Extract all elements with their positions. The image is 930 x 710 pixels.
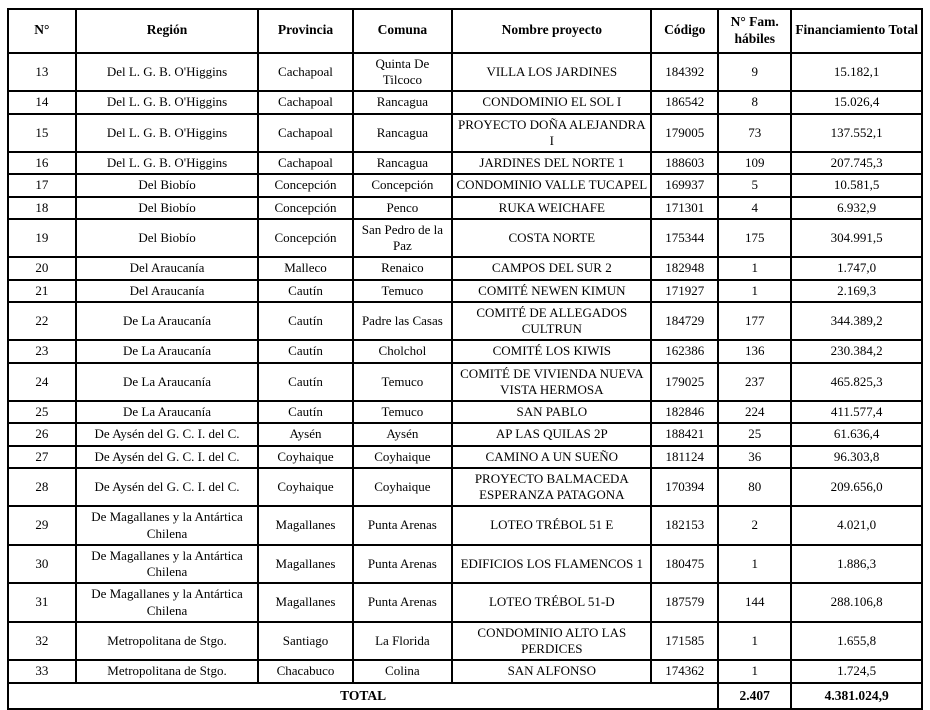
header-comuna: Comuna [353, 9, 453, 53]
table-row [8, 468, 922, 507]
table-row [8, 545, 922, 584]
table-row [8, 257, 922, 279]
financiamiento-cell: 15.026,4 [791, 91, 922, 113]
region-cell: Del L. G. B. O'Higgins [76, 114, 259, 153]
region-cell: Metropolitana de Stgo. [76, 622, 259, 661]
codigo-cell: 171927 [651, 280, 718, 302]
region-cell: De La Araucanía [76, 302, 259, 341]
header-region: Región [76, 9, 259, 53]
financiamiento-cell: 6.932,9 [791, 197, 922, 219]
familias-cell: 5 [718, 174, 791, 196]
row-number-cell: 24 [8, 363, 76, 402]
project-name-cell: CONDOMINIO VALLE TUCAPEL [452, 174, 651, 196]
familias-cell: 2 [718, 506, 791, 545]
row-number-cell: 14 [8, 91, 76, 113]
region-cell: De La Araucanía [76, 340, 259, 362]
table-row [8, 197, 922, 219]
region-cell: De Magallanes y la Antártica Chilena [76, 506, 259, 545]
table-row [8, 446, 922, 468]
table-footer [8, 683, 922, 710]
project-name-cell: LOTEO TRÉBOL 51 E [452, 506, 651, 545]
provincia-cell: Magallanes [258, 583, 352, 622]
table-row [8, 340, 922, 362]
financiamiento-cell: 209.656,0 [791, 468, 922, 507]
region-cell: De Magallanes y la Antártica Chilena [76, 545, 259, 584]
financiamiento-cell: 1.724,5 [791, 660, 922, 682]
comuna-cell: Colina [353, 660, 453, 682]
header-familias: N° Fam. hábiles [718, 9, 791, 53]
project-name-cell: RUKA WEICHAFE [452, 197, 651, 219]
project-funding-table [7, 8, 923, 710]
region-cell: Del Biobío [76, 197, 259, 219]
comuna-cell: Renaico [353, 257, 453, 279]
familias-cell: 175 [718, 219, 791, 258]
codigo-cell: 170394 [651, 468, 718, 507]
comuna-cell: Temuco [353, 401, 453, 423]
table-row [8, 363, 922, 402]
region-cell: Del L. G. B. O'Higgins [76, 152, 259, 174]
comuna-cell: Rancagua [353, 152, 453, 174]
comuna-cell: Temuco [353, 363, 453, 402]
table-row [8, 280, 922, 302]
provincia-cell: Cachapoal [258, 53, 352, 92]
familias-cell: 144 [718, 583, 791, 622]
codigo-cell: 184392 [651, 53, 718, 92]
codigo-cell: 169937 [651, 174, 718, 196]
comuna-cell: Padre las Casas [353, 302, 453, 341]
row-number-cell: 15 [8, 114, 76, 153]
codigo-cell: 179025 [651, 363, 718, 402]
row-number-cell: 30 [8, 545, 76, 584]
provincia-cell: Concepción [258, 174, 352, 196]
row-number-cell: 21 [8, 280, 76, 302]
financiamiento-cell: 15.182,1 [791, 53, 922, 92]
codigo-cell: 182846 [651, 401, 718, 423]
project-name-cell: EDIFICIOS LOS FLAMENCOS 1 [452, 545, 651, 584]
table-row [8, 152, 922, 174]
codigo-cell: 188603 [651, 152, 718, 174]
familias-cell: 73 [718, 114, 791, 153]
codigo-cell: 162386 [651, 340, 718, 362]
project-name-cell: COMITÉ DE VIVIENDA NUEVA VISTA HERMOSA [452, 363, 651, 402]
region-cell: De Aysén del G. C. I. del C. [76, 468, 259, 507]
familias-cell: 4 [718, 197, 791, 219]
codigo-cell: 181124 [651, 446, 718, 468]
project-name-cell: CONDOMINIO EL SOL I [452, 91, 651, 113]
provincia-cell: Coyhaique [258, 468, 352, 507]
row-number-cell: 27 [8, 446, 76, 468]
provincia-cell: Cautín [258, 302, 352, 341]
row-number-cell: 23 [8, 340, 76, 362]
total-financiamiento: 4.381.024,9 [791, 683, 922, 710]
region-cell: De Aysén del G. C. I. del C. [76, 446, 259, 468]
provincia-cell: Cautín [258, 280, 352, 302]
provincia-cell: Magallanes [258, 506, 352, 545]
financiamiento-cell: 288.106,8 [791, 583, 922, 622]
row-number-cell: 19 [8, 219, 76, 258]
region-cell: Del Araucanía [76, 257, 259, 279]
region-cell: Del Araucanía [76, 280, 259, 302]
project-name-cell: COMITÉ LOS KIWIS [452, 340, 651, 362]
project-name-cell: VILLA LOS JARDINES [452, 53, 651, 92]
row-number-cell: 20 [8, 257, 76, 279]
financiamiento-cell: 1.886,3 [791, 545, 922, 584]
project-name-cell: AP LAS QUILAS 2P [452, 423, 651, 445]
region-cell: Del Biobío [76, 219, 259, 258]
provincia-cell: Cachapoal [258, 91, 352, 113]
table-row [8, 506, 922, 545]
familias-cell: 177 [718, 302, 791, 341]
financiamiento-cell: 4.021,0 [791, 506, 922, 545]
comuna-cell: Rancagua [353, 91, 453, 113]
financiamiento-cell: 2.169,3 [791, 280, 922, 302]
row-number-cell: 28 [8, 468, 76, 507]
codigo-cell: 175344 [651, 219, 718, 258]
familias-cell: 8 [718, 91, 791, 113]
familias-cell: 36 [718, 446, 791, 468]
codigo-cell: 186542 [651, 91, 718, 113]
region-cell: De La Araucanía [76, 363, 259, 402]
row-number-cell: 13 [8, 53, 76, 92]
row-number-cell: 17 [8, 174, 76, 196]
codigo-cell: 180475 [651, 545, 718, 584]
table-row [8, 219, 922, 258]
table-row [8, 53, 922, 92]
provincia-cell: Concepción [258, 197, 352, 219]
table-header [8, 9, 922, 53]
project-name-cell: CAMPOS DEL SUR 2 [452, 257, 651, 279]
table-row [8, 660, 922, 682]
financiamiento-cell: 411.577,4 [791, 401, 922, 423]
table-body [8, 53, 922, 683]
region-cell: Del Biobío [76, 174, 259, 196]
provincia-cell: Cautín [258, 340, 352, 362]
project-name-cell: PROYECTO DOÑA ALEJANDRA I [452, 114, 651, 153]
codigo-cell: 182948 [651, 257, 718, 279]
provincia-cell: Coyhaique [258, 446, 352, 468]
provincia-cell: Concepción [258, 219, 352, 258]
project-name-cell: COMITÉ NEWEN KIMUN [452, 280, 651, 302]
familias-cell: 1 [718, 660, 791, 682]
financiamiento-cell: 207.745,3 [791, 152, 922, 174]
header-codigo: Código [651, 9, 718, 53]
row-number-cell: 18 [8, 197, 76, 219]
comuna-cell: Penco [353, 197, 453, 219]
table-row [8, 114, 922, 153]
familias-cell: 1 [718, 622, 791, 661]
table-row [8, 91, 922, 113]
project-name-cell: CAMINO A UN SUEÑO [452, 446, 651, 468]
financiamiento-cell: 465.825,3 [791, 363, 922, 402]
table-row [8, 174, 922, 196]
project-name-cell: JARDINES DEL NORTE 1 [452, 152, 651, 174]
provincia-cell: Santiago [258, 622, 352, 661]
familias-cell: 224 [718, 401, 791, 423]
provincia-cell: Malleco [258, 257, 352, 279]
codigo-cell: 182153 [651, 506, 718, 545]
codigo-cell: 184729 [651, 302, 718, 341]
total-row [8, 683, 922, 710]
codigo-cell: 179005 [651, 114, 718, 153]
provincia-cell: Cautín [258, 363, 352, 402]
project-name-cell: PROYECTO BALMACEDA ESPERANZA PATAGONA [452, 468, 651, 507]
region-cell: De La Araucanía [76, 401, 259, 423]
provincia-cell: Cachapoal [258, 152, 352, 174]
financiamiento-cell: 61.636,4 [791, 423, 922, 445]
codigo-cell: 174362 [651, 660, 718, 682]
region-cell: De Aysén del G. C. I. del C. [76, 423, 259, 445]
table-row [8, 622, 922, 661]
row-number-cell: 32 [8, 622, 76, 661]
row-number-cell: 16 [8, 152, 76, 174]
comuna-cell: Rancagua [353, 114, 453, 153]
financiamiento-cell: 304.991,5 [791, 219, 922, 258]
row-number-cell: 29 [8, 506, 76, 545]
header-financiamiento: Financiamiento Total [791, 9, 922, 53]
financiamiento-cell: 230.384,2 [791, 340, 922, 362]
codigo-cell: 188421 [651, 423, 718, 445]
codigo-cell: 171585 [651, 622, 718, 661]
region-cell: Del L. G. B. O'Higgins [76, 91, 259, 113]
project-name-cell: COMITÉ DE ALLEGADOS CULTRUN [452, 302, 651, 341]
familias-cell: 80 [718, 468, 791, 507]
provincia-cell: Cachapoal [258, 114, 352, 153]
header-provincia: Provincia [258, 9, 352, 53]
row-number-cell: 25 [8, 401, 76, 423]
comuna-cell: Temuco [353, 280, 453, 302]
familias-cell: 1 [718, 257, 791, 279]
comuna-cell: Punta Arenas [353, 545, 453, 584]
comuna-cell: Coyhaique [353, 468, 453, 507]
row-number-cell: 26 [8, 423, 76, 445]
table-row [8, 583, 922, 622]
financiamiento-cell: 1.655,8 [791, 622, 922, 661]
row-number-cell: 33 [8, 660, 76, 682]
project-name-cell: SAN PABLO [452, 401, 651, 423]
row-number-cell: 31 [8, 583, 76, 622]
provincia-cell: Cautín [258, 401, 352, 423]
comuna-cell: Aysén [353, 423, 453, 445]
table-row [8, 423, 922, 445]
region-cell: De Magallanes y la Antártica Chilena [76, 583, 259, 622]
project-name-cell: CONDOMINIO ALTO LAS PERDICES [452, 622, 651, 661]
comuna-cell: San Pedro de la Paz [353, 219, 453, 258]
comuna-cell: Cholchol [353, 340, 453, 362]
familias-cell: 109 [718, 152, 791, 174]
familias-cell: 1 [718, 280, 791, 302]
region-cell: Metropolitana de Stgo. [76, 660, 259, 682]
region-cell: Del L. G. B. O'Higgins [76, 53, 259, 92]
table-row [8, 401, 922, 423]
comuna-cell: Coyhaique [353, 446, 453, 468]
project-name-cell: SAN ALFONSO [452, 660, 651, 682]
header-row [8, 9, 922, 53]
total-label: TOTAL [8, 683, 718, 710]
financiamiento-cell: 10.581,5 [791, 174, 922, 196]
financiamiento-cell: 344.389,2 [791, 302, 922, 341]
comuna-cell: La Florida [353, 622, 453, 661]
provincia-cell: Aysén [258, 423, 352, 445]
table-row [8, 302, 922, 341]
project-name-cell: LOTEO TRÉBOL 51-D [452, 583, 651, 622]
financiamiento-cell: 137.552,1 [791, 114, 922, 153]
familias-cell: 1 [718, 545, 791, 584]
project-name-cell: COSTA NORTE [452, 219, 651, 258]
comuna-cell: Punta Arenas [353, 583, 453, 622]
familias-cell: 136 [718, 340, 791, 362]
total-familias: 2.407 [718, 683, 791, 710]
financiamiento-cell: 96.303,8 [791, 446, 922, 468]
header-row-number: N° [8, 9, 76, 53]
comuna-cell: Quinta De Tilcoco [353, 53, 453, 92]
comuna-cell: Punta Arenas [353, 506, 453, 545]
comuna-cell: Concepción [353, 174, 453, 196]
row-number-cell: 22 [8, 302, 76, 341]
codigo-cell: 171301 [651, 197, 718, 219]
header-project-name: Nombre proyecto [452, 9, 651, 53]
familias-cell: 25 [718, 423, 791, 445]
provincia-cell: Magallanes [258, 545, 352, 584]
codigo-cell: 187579 [651, 583, 718, 622]
provincia-cell: Chacabuco [258, 660, 352, 682]
financiamiento-cell: 1.747,0 [791, 257, 922, 279]
familias-cell: 9 [718, 53, 791, 92]
familias-cell: 237 [718, 363, 791, 402]
